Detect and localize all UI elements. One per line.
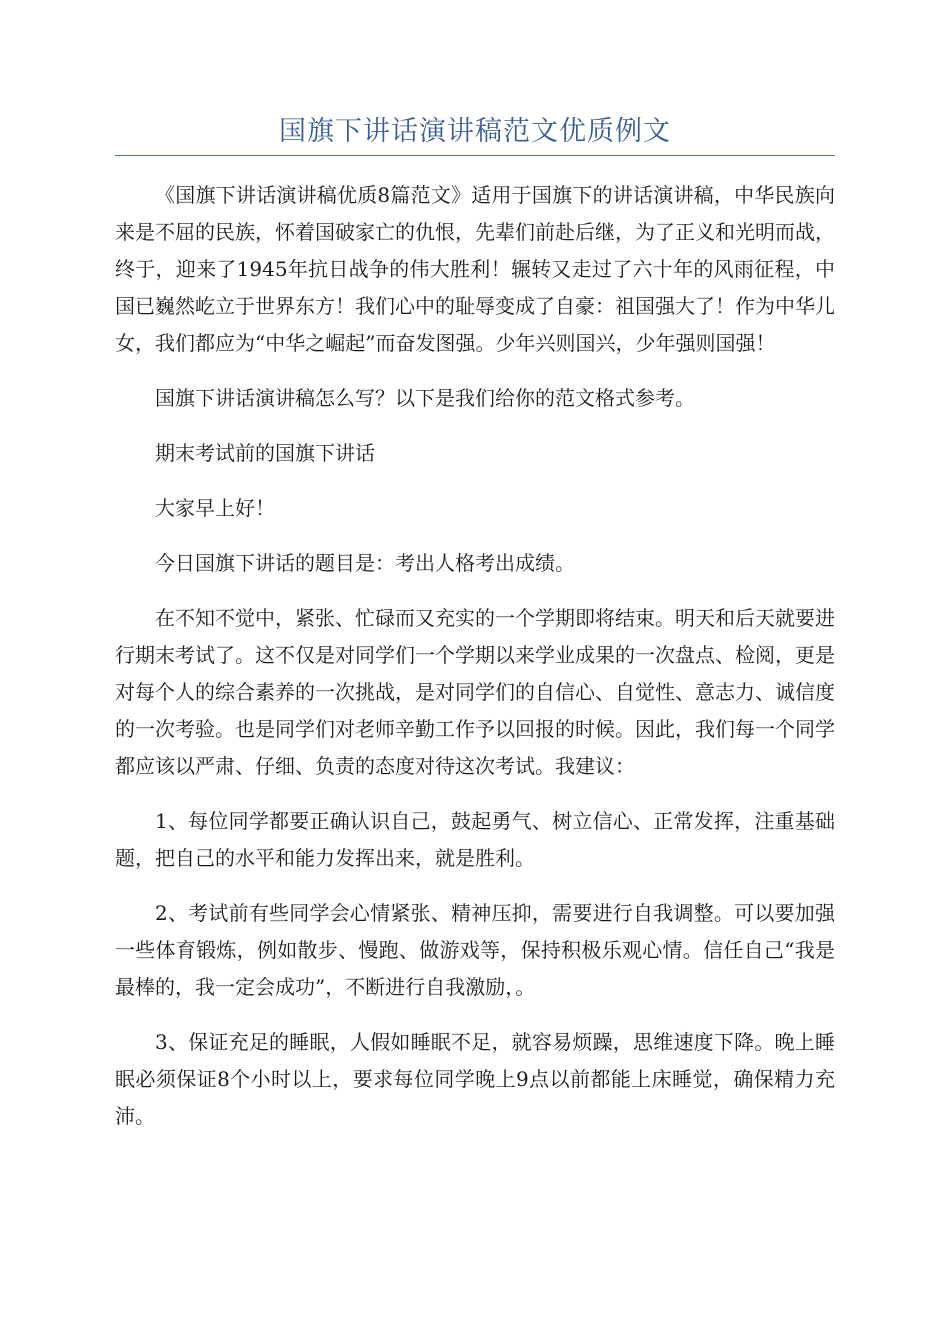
paragraph-suggestion-2: 2、考试前有些同学会心情紧张、精神压抑，需要进行自我调整。可以要加强一些体育锻炼，例如散步、慢跑、做游戏等，保持积极乐观心情。信任自己“我是最棒的，我一定会成功”，不断进行自我激励，。 [115,901,835,999]
paragraph-suggestion-3: 3、保证充足的睡眠，人假如睡眠不足，就容易烦躁，思维速度下降。晚上睡眠必须保证8个小时以上，要求每位同学晚上9点以前都能上床睡觉，确保精力充沛。 [115,1030,835,1128]
document-title: 国旗下讲话演讲稿范文优质例文 [279,116,671,147]
paragraph-topic: 今日国旗下讲话的题目是：考出人格考出成绩。 [155,551,575,575]
paragraph-greeting: 大家早上好！ [155,496,275,520]
paragraph-suggestion-1: 1、每位同学都要正确认识自己，鼓起勇气、树立信心、正常发挥，注重基础题，把自己的水平和能力发挥出来，就是胜利。 [115,809,835,870]
title-underline [115,155,835,156]
paragraph-speech-heading: 期末考试前的国旗下讲话 [155,441,375,465]
paragraph-body: 在不知不觉中，紧张、忙碌而又充实的一个学期即将结束。明天和后天就要进行期末考试了。这不仅是对同学们一个学期以来学业成果的一次盘点、检阅，更是对每个人的综合素养的一次挑战，是对同学们的自信心、自觉性、意志力、诚信度的一次考验。也是同学们对老师辛勤工作予以回报的时候。因此，我们每一个同学都应该以严肃、仔细、负责的态度对待这次考试。我建议： [115,606,835,778]
paragraph-format-note: 国旗下讲话演讲稿怎么写？以下是我们给你的范文格式参考。 [155,386,695,410]
paragraph-intro: 《国旗下讲话演讲稿优质8篇范文》适用于国旗下的讲话演讲稿，中华民族向来是不屈的民族，怀着国破家亡的仇恨，先辈们前赴后继，为了正义和光明而战，终于，迎来了1945年抗日战争的伟大胜利！辗转又走过了六十年的风雨征程，中国已巍然屹立于世界东方！我们心中的耻辱变成了自豪：祖国强大了！作为中华儿女，我们都应为“中华之崛起”而奋发图强。少年兴则国兴，少年强则国强！ [115,183,835,355]
document-body [115,177,835,1153]
